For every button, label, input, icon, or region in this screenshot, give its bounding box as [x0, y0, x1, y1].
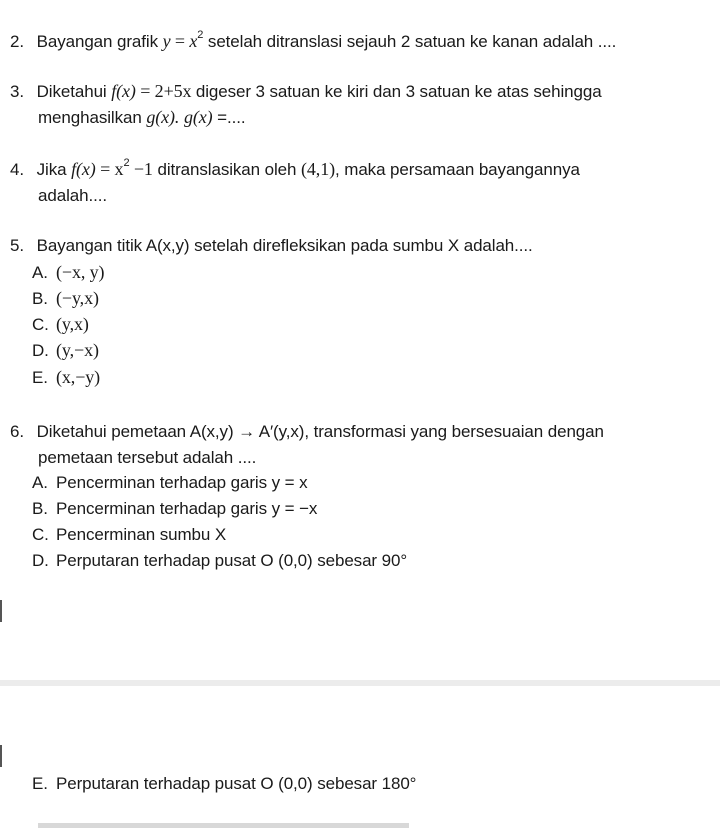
option-text: Pencerminan terhadap garis y = x — [56, 473, 308, 492]
math-g-2: g(x) — [183, 107, 213, 127]
text-cursor-marker — [0, 745, 2, 767]
option-letter: A. — [32, 263, 48, 282]
answer-option-a[interactable] — [32, 261, 104, 284]
question-text: Bayangan titik A(x,y) setelah direfleksikan pada sumbu X adalah.... — [36, 236, 533, 255]
math-f: f(x) — [111, 81, 136, 101]
option-text: Perputaran terhadap pusat O (0,0) sebesar 90° — [56, 551, 408, 570]
option-text: Pencerminan terhadap garis y = −x — [56, 499, 318, 518]
option-letter: D. — [32, 551, 49, 570]
option-letter: A. — [32, 473, 48, 492]
math-equals: = — [170, 31, 190, 51]
math-y: y — [162, 31, 171, 51]
option-letter: D. — [32, 341, 49, 360]
answer-option-d[interactable] — [32, 339, 99, 362]
question-text: Bayangan grafik — [36, 32, 158, 51]
option-text: Perputaran terhadap pusat O (0,0) sebesar 180° — [56, 774, 417, 793]
question-number: 2. — [10, 32, 24, 51]
option-text: Pencerminan sumbu X — [56, 525, 227, 544]
question-3-line-2 — [38, 106, 245, 129]
question-5 — [10, 235, 533, 257]
question-text-cont-2: , maka persamaan bayangannya — [335, 160, 580, 179]
question-3 — [10, 80, 602, 103]
question-number: 6. — [10, 422, 24, 441]
question-text: Diketahui — [36, 82, 107, 101]
answer-option-a[interactable] — [32, 472, 307, 494]
option-text: (y,x) — [56, 314, 89, 334]
answer-option-d[interactable] — [32, 550, 407, 572]
option-letter: E. — [32, 774, 48, 793]
option-letter: E. — [32, 368, 48, 387]
option-text: (y,−x) — [56, 340, 99, 360]
math-expression: = 2+5x — [135, 81, 196, 101]
math-x: x — [189, 31, 198, 51]
option-text: (x,−y) — [56, 367, 101, 387]
question-text-cont: digeser 3 satuan ke kiri dan 3 satuan ke atas sehingga — [195, 82, 602, 101]
question-number: 5. — [10, 236, 24, 255]
option-text: (−y,x) — [56, 288, 99, 308]
option-letter: B. — [32, 289, 48, 308]
bottom-scroll-bar — [38, 823, 409, 828]
question-text: adalah.... — [38, 186, 107, 205]
question-6 — [10, 421, 604, 443]
option-letter: C. — [32, 525, 49, 544]
math-vector: (4,1) — [301, 159, 336, 179]
question-4 — [10, 158, 580, 181]
math-expression-rest: −1 — [129, 159, 153, 179]
answer-option-c[interactable] — [32, 313, 89, 336]
math-exponent: 2 — [123, 157, 130, 170]
text-cursor-marker — [0, 600, 2, 622]
question-text: Diketahui pemetaan A(x,y) → A′(y,x), transformasi yang bersesuaian dengan — [36, 422, 604, 441]
question-6-line-2 — [38, 447, 256, 469]
question-2 — [10, 30, 616, 53]
answer-option-b[interactable] — [32, 498, 317, 520]
page-divider — [0, 680, 720, 686]
answer-option-b[interactable] — [32, 287, 99, 310]
question-text-cont: ditranslasikan oleh — [157, 160, 297, 179]
option-letter: B. — [32, 499, 48, 518]
math-g: g(x). — [146, 107, 180, 127]
answer-option-c[interactable] — [32, 524, 226, 546]
math-exponent: 2 — [197, 29, 204, 42]
question-text: menghasilkan — [38, 108, 142, 127]
option-text: (−x, y) — [56, 262, 105, 282]
math-expression: = x — [95, 159, 124, 179]
answer-option-e[interactable] — [32, 773, 416, 795]
question-text-cont: setelah ditranslasi sejauh 2 satuan ke kanan adalah .... — [207, 32, 617, 51]
option-letter: C. — [32, 315, 49, 334]
question-blank: =.... — [217, 108, 246, 127]
question-4-line-2 — [38, 185, 107, 207]
question-number: 3. — [10, 82, 24, 101]
answer-option-e[interactable] — [32, 366, 100, 389]
question-text: Jika — [36, 160, 67, 179]
question-number: 4. — [10, 160, 24, 179]
math-f: f(x) — [71, 159, 96, 179]
question-text: pemetaan tersebut adalah .... — [38, 448, 257, 467]
